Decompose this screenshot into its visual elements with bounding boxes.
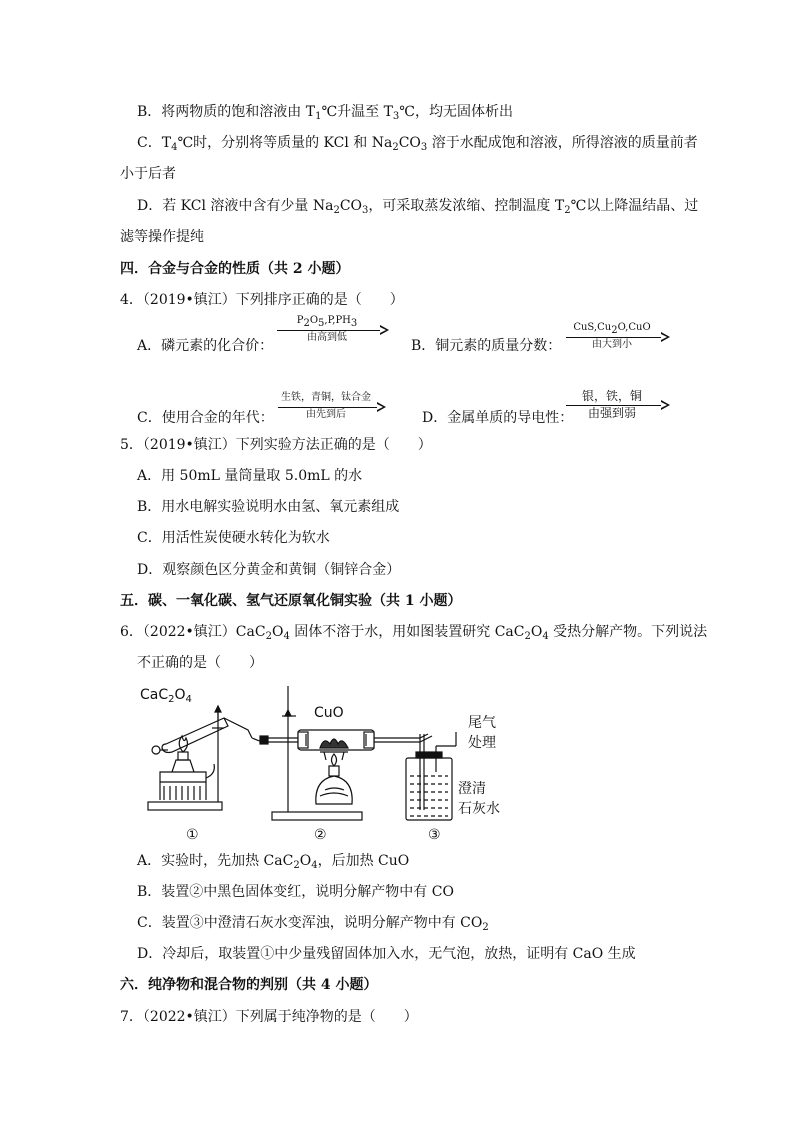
q5-option-d: D．观察颜色区分黄金和黄铜（铜锌合金） (137, 562, 401, 578)
label-apparatus-1: ① (186, 827, 199, 843)
stand-base-1 (148, 802, 222, 810)
label-tail-gas-1: 尾气 (468, 715, 496, 731)
q4-option-c-arrow (278, 392, 386, 424)
q4-stem: 4．（2019•镇江）下列排序正确的是（ ） (120, 292, 404, 308)
q5-option-b: B．用水电解实验说明水由氢、氧元素组成 (137, 499, 400, 515)
section-6-heading: 六．纯净物和混合物的判别（共 4 小题） (120, 977, 378, 993)
q4-option-b-arrow-bottom: 由大到小 (592, 339, 632, 350)
label-limewater-2: 石灰水 (458, 801, 500, 817)
q7-stem: 7．（2022•镇江）下列属于纯净物的是（ ） (120, 1009, 418, 1025)
q4-option-a-arrow-top: $P_2O_5,P,PH_3$ (296, 315, 358, 329)
label-apparatus-3: ③ (428, 827, 441, 843)
q6-stem: 6．（2022•镇江）$CaC_2O_4$ 固体不溶于水，用如图装置研究 $CaC_2O_4$ 受热分解产物。下列说法 (120, 624, 708, 642)
q4-option-a-label: A．磷元素的化合价： (137, 338, 274, 354)
q6-stem-continued: 不正确的是（ ） (137, 655, 263, 671)
label-apparatus-2: ② (314, 827, 327, 843)
q4-option-d-arrow-bottom: 由强到弱 (587, 406, 636, 420)
q4-option-c-arrow-bottom: 由先到后 (306, 409, 346, 420)
q3-option-d-continued: 滤等操作提纯 (120, 229, 204, 245)
q3-option-c-continued: 小于后者 (120, 166, 176, 182)
q6-apparatus-figure (120, 686, 520, 848)
q6-option-d: D．冷却后，取装置①中少量残留固体加入水，无气泡，放热，证明有 CaO 生成 (137, 946, 636, 962)
q3-option-d: D．若 KCl 溶液中含有少量 $Na_2CO_3$，可采取蒸发浓缩、控制温度 $T_2℃$以上降温结晶、过 (137, 198, 699, 216)
section-5-heading: 五．碳、一氧化碳、氢气还原氧化铜实验（共 1 小题） (120, 593, 462, 609)
q5-option-a: A．用 50mL 量筒量取 5.0mL 的水 (137, 468, 363, 484)
q4-option-c-label: C．使用合金的年代： (137, 410, 274, 426)
q6-option-a: A．实验时，先加热 $CaC_2O_4$，后加热 CuO (137, 853, 410, 871)
q5-option-c: C．用活性炭使硬水转化为软水 (137, 530, 330, 546)
label-limewater-1: 澄清 (458, 781, 486, 797)
label-tail-gas-2: 处理 (468, 735, 496, 751)
label-cuo: CuO (314, 705, 344, 721)
q4-option-d-arrow-top: 银，铁，铜 (581, 389, 642, 403)
q3-option-b: B．将两物质的饱和溶液由 $T_1℃$升温至 $T_3℃$，均无固体析出 (137, 104, 513, 122)
q6-option-c: C．装置③中澄清石灰水变浑浊，说明分解产物中有 $CO_2$ (137, 915, 489, 933)
q3-option-c: C．$T_4℃$时，分别将等质量的 KCl 和 $Na_2CO_3$ 溶于水配成饱和溶液，所得溶液的质量前者 (137, 135, 698, 153)
q4-option-a-arrow-bottom: 由高到低 (307, 332, 347, 343)
q4-option-b-label: B．铜元素的质量分数： (411, 338, 562, 354)
q6-option-b: B．装置②中黑色固体变红，说明分解产物中有 CO (137, 884, 454, 900)
q5-stem: 5．（2019•镇江）下列实验方法正确的是（ ） (120, 437, 432, 453)
q4-option-d-label: D．金属单质的导电性： (422, 410, 574, 426)
q4-option-d-arrow (566, 390, 670, 422)
q4-option-a-arrow (277, 315, 389, 347)
q4-option-c-arrow-top: 生铁，青铜，钛合金 (281, 392, 371, 403)
label-cac2o4: $CaC_2O_4$ (140, 687, 192, 705)
q4-option-b-arrow (566, 322, 670, 354)
q4-option-b-arrow-top: $CuS,Cu_2O,CuO$ (573, 322, 651, 336)
section-4-heading: 四．合金与合金的性质（共 2 小题） (120, 261, 350, 277)
